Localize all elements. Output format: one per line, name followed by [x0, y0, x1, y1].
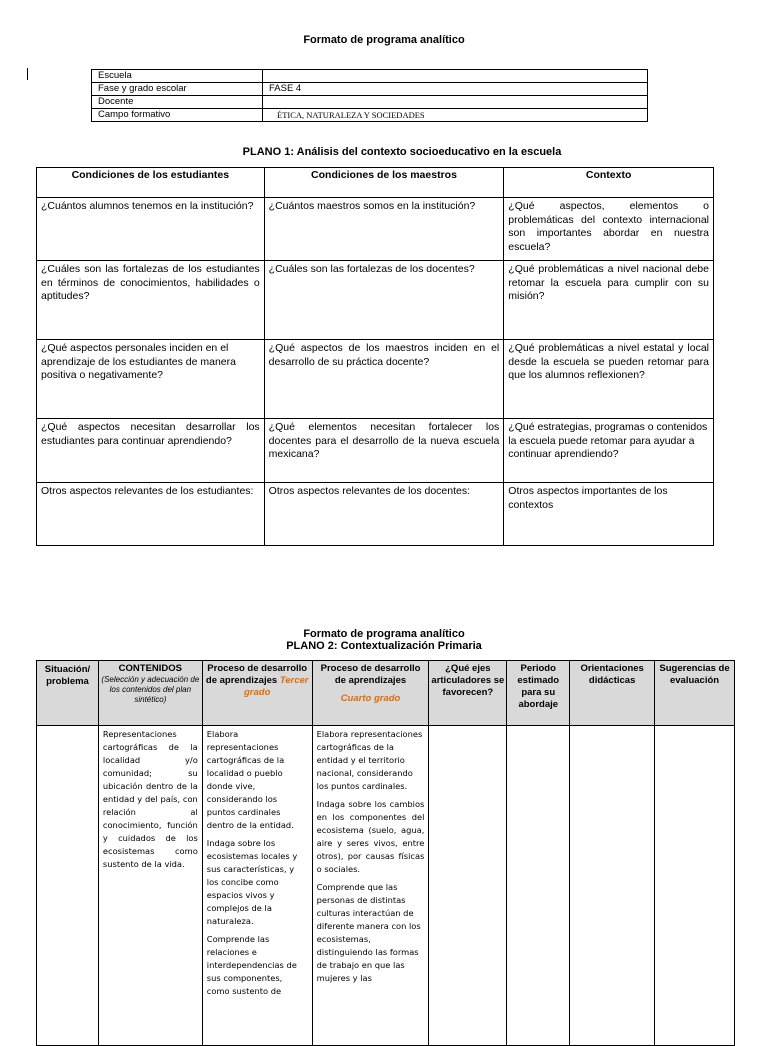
- plano2-subtitle: PLANO 2: Contextualización Primaria: [286, 640, 482, 652]
- header-label: Proceso de desarrollo de aprendizajes: [320, 663, 421, 686]
- table-cell: Otros aspectos relevantes de los docentes:: [264, 483, 504, 546]
- header-label: Proceso de desarrollo de aprendizajes: [205, 663, 308, 686]
- table-cell-proceso-4: [312, 726, 429, 1046]
- info-label: Docente: [92, 96, 263, 109]
- table-cell-contenidos: Representaciones cartográficas de la localidad y/o comunidad; su ubicación dentro de la entidad y del país, con relación al conocimiento, función y cuidados de los ecosistemas como sustento de la vida.: [98, 726, 202, 1046]
- document-title: Formato de programa analítico: [303, 34, 465, 46]
- table-cell: ¿Cuáles son las fortalezas de los docentes?: [264, 261, 504, 340]
- header-sublabel: (Selección y adecuación de los contenidos del plan sintético): [101, 675, 200, 704]
- paragraph: Indaga sobre los ecosistemas locales y sus características, y los concibe como espacios vivos y complejos de la naturaleza.: [206, 838, 298, 926]
- paragraph: Elabora representaciones cartográficas de la entidad y el territorio nacional, considerando los puntos cardinales.: [316, 729, 423, 791]
- header-label: Situación/ problema: [44, 664, 91, 687]
- column-header-proceso-4: [312, 661, 429, 726]
- table-row: [37, 419, 714, 483]
- header-label: CONTENIDOS: [118, 663, 183, 674]
- plano1-header-row: [37, 168, 714, 198]
- info-row-escuela: [92, 70, 648, 83]
- table-cell-situacion: [37, 726, 99, 1046]
- paragraph: Indaga sobre los cambios en los componentes del ecosistema (suelo, agua, aire y seres vivos, entre otros), por causas físicas o sociales.: [316, 799, 425, 874]
- column-header-sugerencias: Sugerencias de evaluación: [655, 661, 735, 726]
- table-cell: ¿Qué aspectos necesitan desarrollar los estudiantes para continuar aprendiendo?: [37, 419, 265, 483]
- table-cell: ¿Qué problemáticas a nivel estatal y local desde la escuela se pueden retomar para que los alumnos reflexionen?: [504, 340, 714, 419]
- grade-label: Tercer grado: [244, 675, 309, 698]
- table-row: [37, 261, 714, 340]
- info-row-docente: [92, 96, 648, 109]
- column-header-periodo: Periodo estimado para su abordaje: [507, 661, 570, 726]
- column-header: Condiciones de los estudiantes: [37, 168, 265, 198]
- table-cell: Otros aspectos importantes de los contextos: [504, 483, 714, 546]
- table-cell: ¿Qué estrategias, programas o contenidos la escuela puede retomar para ayudar a continuar aprendiendo?: [504, 419, 714, 483]
- column-header: Contexto: [504, 168, 714, 198]
- table-cell-orientaciones: [570, 726, 655, 1046]
- info-value[interactable]: FASE 4: [263, 83, 648, 96]
- text-cursor: [27, 68, 28, 80]
- column-header-situacion: [37, 661, 99, 726]
- table-cell: ¿Cuáles son las fortalezas de los estudiantes en términos de conocimientos, habilidades o aptitudes?: [37, 261, 265, 340]
- column-header-ejes: ¿Qué ejes articuladores se favorecen?: [429, 661, 507, 726]
- paragraph: Elabora representaciones cartográficas de la localidad o pueblo donde vive, considerando los puntos cardinales dentro de la entidad.: [206, 729, 294, 830]
- table-row: [37, 726, 735, 1046]
- table-cell: ¿Cuántos alumnos tenemos en la institución?: [37, 198, 265, 261]
- table-cell: ¿Qué problemáticas a nivel nacional debe retomar la escuela para cumplir con su misión?: [504, 261, 714, 340]
- table-cell: ¿Qué aspectos de los maestros inciden en el desarrollo de su práctica docente?: [264, 340, 504, 419]
- column-header-orientaciones: Orientaciones didácticas: [570, 661, 655, 726]
- table-cell: ¿Qué aspectos, elementos o problemáticas del contexto internacional son importantes abordar en nuestra escuela?: [504, 198, 714, 261]
- column-header-contenidos: [98, 661, 202, 726]
- plano2-header-row: [37, 661, 735, 726]
- info-row-fase: [92, 83, 648, 96]
- info-value[interactable]: [263, 96, 648, 109]
- table-cell: ¿Qué aspectos personales inciden en el aprendizaje de los estudiantes de manera positiva o negativamente?: [37, 340, 265, 419]
- table-cell: ¿Cuántos maestros somos en la institución?: [264, 198, 504, 261]
- info-label: Fase y grado escolar: [92, 83, 263, 96]
- info-table: [91, 69, 648, 122]
- table-cell-sugerencias: [655, 726, 735, 1046]
- plano2-table: [36, 660, 735, 1046]
- info-label: Escuela: [92, 70, 263, 83]
- plano1-table: [36, 167, 714, 546]
- info-label: Campo formativo: [92, 109, 263, 122]
- table-row: [37, 198, 714, 261]
- plano1-title: PLANO 1: Análisis del contexto socioeducativo en la escuela: [242, 146, 562, 158]
- table-cell: Otros aspectos relevantes de los estudiantes:: [37, 483, 265, 546]
- table-row: [37, 340, 714, 419]
- column-header-proceso-3: [202, 661, 312, 726]
- paragraph: Comprende que las personas de distintas culturas interactúan de diferente manera con los ecosistemas, distinguiendo las formas de trabajo en que las mujeres y las: [316, 882, 421, 983]
- table-cell-proceso-3: [202, 726, 312, 1046]
- table-cell-ejes: [429, 726, 507, 1046]
- table-cell: ¿Qué elementos necesitan fortalecer los docentes para el desarrollo de la nueva escuela mexicana?: [264, 419, 504, 483]
- plano2-title: Formato de programa analítico: [303, 628, 465, 640]
- info-value[interactable]: [263, 70, 648, 83]
- grade-label: Cuarto grado: [340, 693, 401, 704]
- info-value[interactable]: ÉTICA, NATURALEZA Y SOCIEDADES: [263, 109, 648, 122]
- column-header: Condiciones de los maestros: [264, 168, 504, 198]
- table-cell-periodo: [507, 726, 570, 1046]
- table-row: [37, 483, 714, 546]
- info-row-campo: [92, 109, 648, 122]
- paragraph: Comprende las relaciones e interdependencias de sus componentes, como sustento de: [206, 934, 297, 996]
